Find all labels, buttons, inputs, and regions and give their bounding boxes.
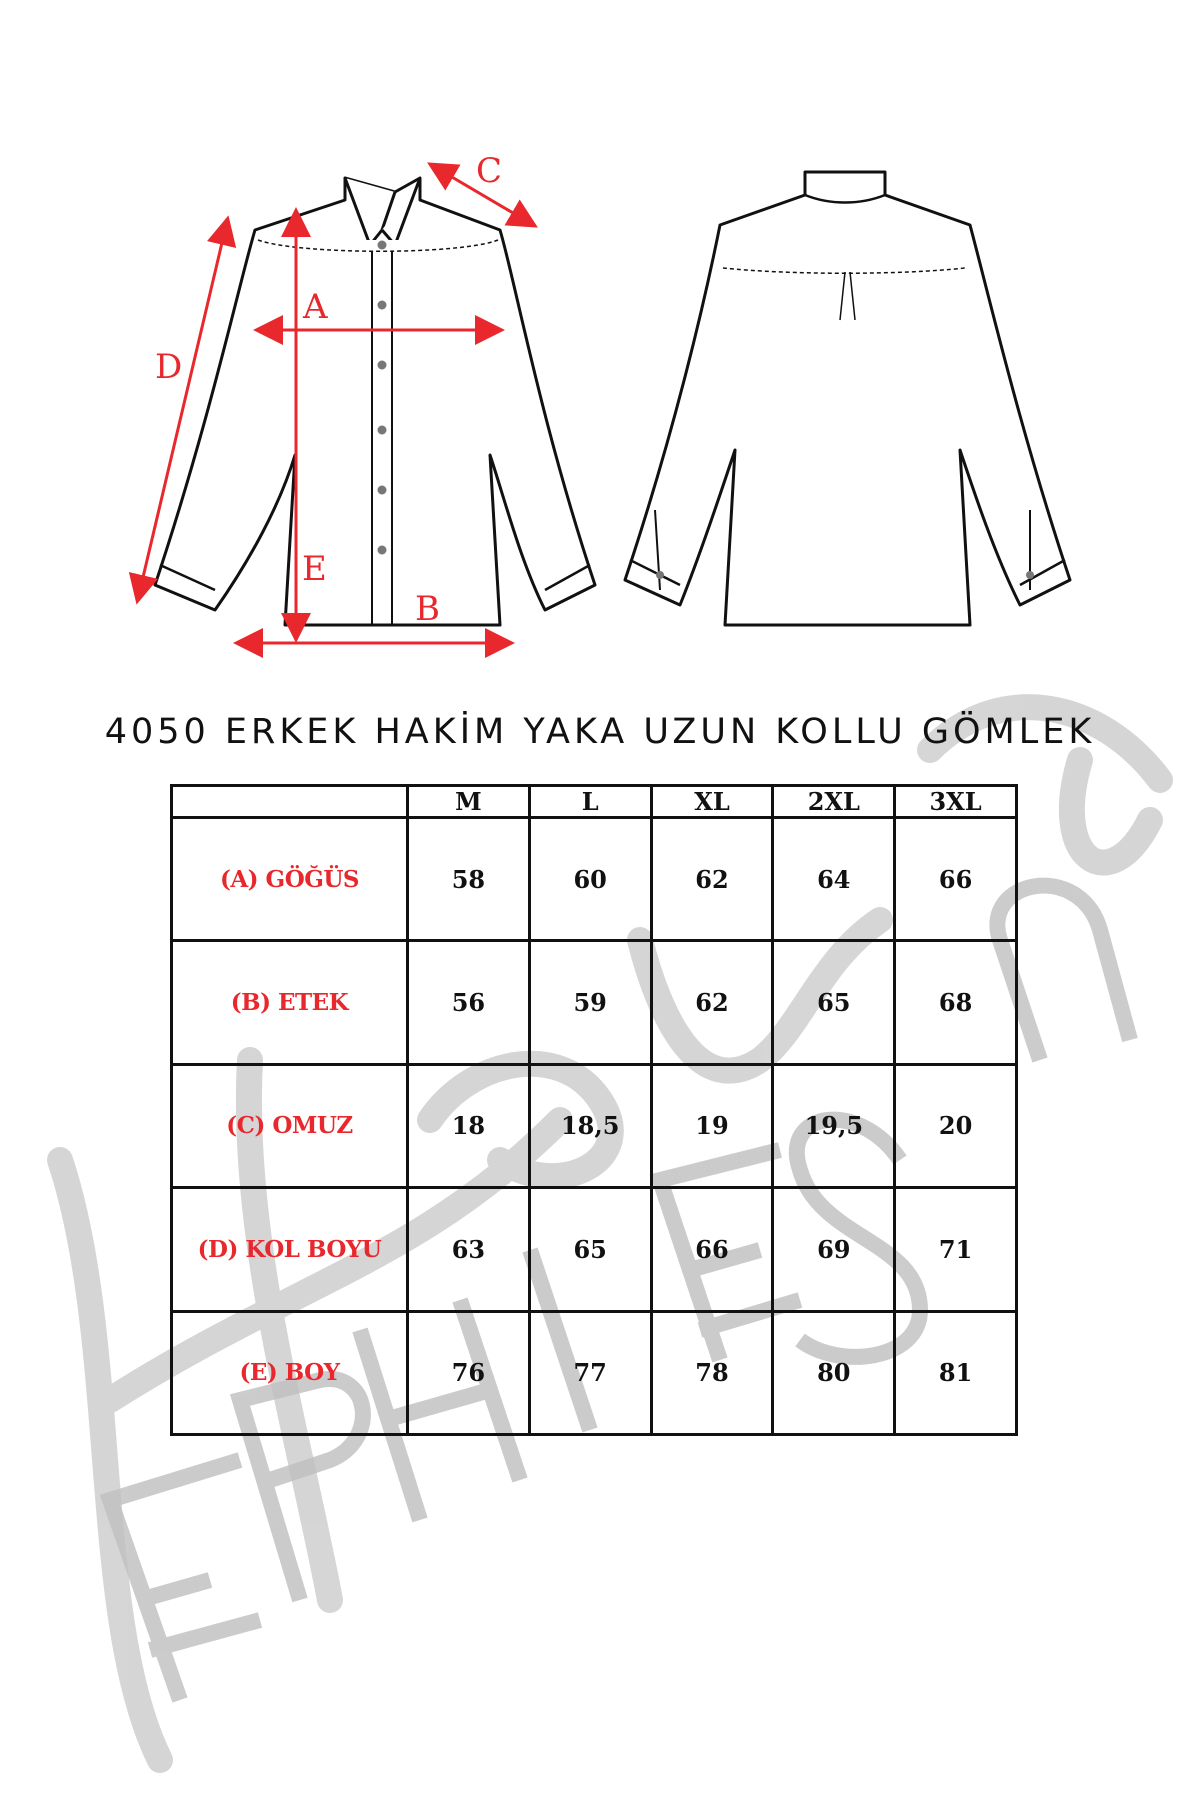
row-label: (C) OMUZ xyxy=(172,1064,408,1187)
measure-a-label: A xyxy=(303,287,328,327)
table-cell: 59 xyxy=(529,941,651,1064)
table-cell: 66 xyxy=(895,818,1017,941)
shirt-diagram xyxy=(0,0,1200,700)
measure-e-label: E xyxy=(302,549,327,589)
table-cell: 62 xyxy=(651,941,773,1064)
row-label: (A) GÖĞÜS xyxy=(172,818,408,941)
table-cell: 20 xyxy=(895,1064,1017,1187)
table-cell: 18,5 xyxy=(529,1064,651,1187)
size-header: L xyxy=(529,786,651,818)
table-cell: 19 xyxy=(651,1064,773,1187)
table-cell: 77 xyxy=(529,1311,651,1434)
measure-b-label: B xyxy=(415,589,440,629)
table-cell: 66 xyxy=(651,1188,773,1311)
measure-c-label: C xyxy=(476,151,503,191)
table-cell: 19,5 xyxy=(773,1064,895,1187)
table-row xyxy=(172,1311,1017,1434)
table-cell: 62 xyxy=(651,818,773,941)
table-cell: 81 xyxy=(895,1311,1017,1434)
table-cell: 56 xyxy=(408,941,530,1064)
table-cell: 78 xyxy=(651,1311,773,1434)
table-cell: 63 xyxy=(408,1188,530,1311)
size-header: 2XL xyxy=(773,786,895,818)
table-cell: 76 xyxy=(408,1311,530,1434)
table-cell: 58 xyxy=(408,818,530,941)
table-cell: 64 xyxy=(773,818,895,941)
table-cell: 65 xyxy=(529,1188,651,1311)
corner-cell xyxy=(172,786,408,818)
table-cell: 71 xyxy=(895,1188,1017,1311)
size-header: XL xyxy=(651,786,773,818)
table-cell: 69 xyxy=(773,1188,895,1311)
table-cell: 80 xyxy=(773,1311,895,1434)
table-cell: 18 xyxy=(408,1064,530,1187)
table-row xyxy=(172,818,1017,941)
page-title: 4050 ERKEK HAKİM YAKA UZUN KOLLU GÖMLEK xyxy=(104,712,1096,752)
size-header: M xyxy=(408,786,530,818)
table-cell: 65 xyxy=(773,941,895,1064)
table-cell: 60 xyxy=(529,818,651,941)
size-table xyxy=(170,784,1018,1436)
row-label: (D) KOL BOYU xyxy=(172,1188,408,1311)
row-label: (B) ETEK xyxy=(172,941,408,1064)
size-header: 3XL xyxy=(895,786,1017,818)
table-row xyxy=(172,1188,1017,1311)
row-label: (E) BOY xyxy=(172,1311,408,1434)
shirt-illustration xyxy=(0,0,1200,700)
measure-d-label: D xyxy=(155,347,183,387)
shirt-back xyxy=(625,172,1070,625)
table-row xyxy=(172,1064,1017,1187)
table-row xyxy=(172,941,1017,1064)
table-header-row xyxy=(172,786,1017,818)
table-cell: 68 xyxy=(895,941,1017,1064)
